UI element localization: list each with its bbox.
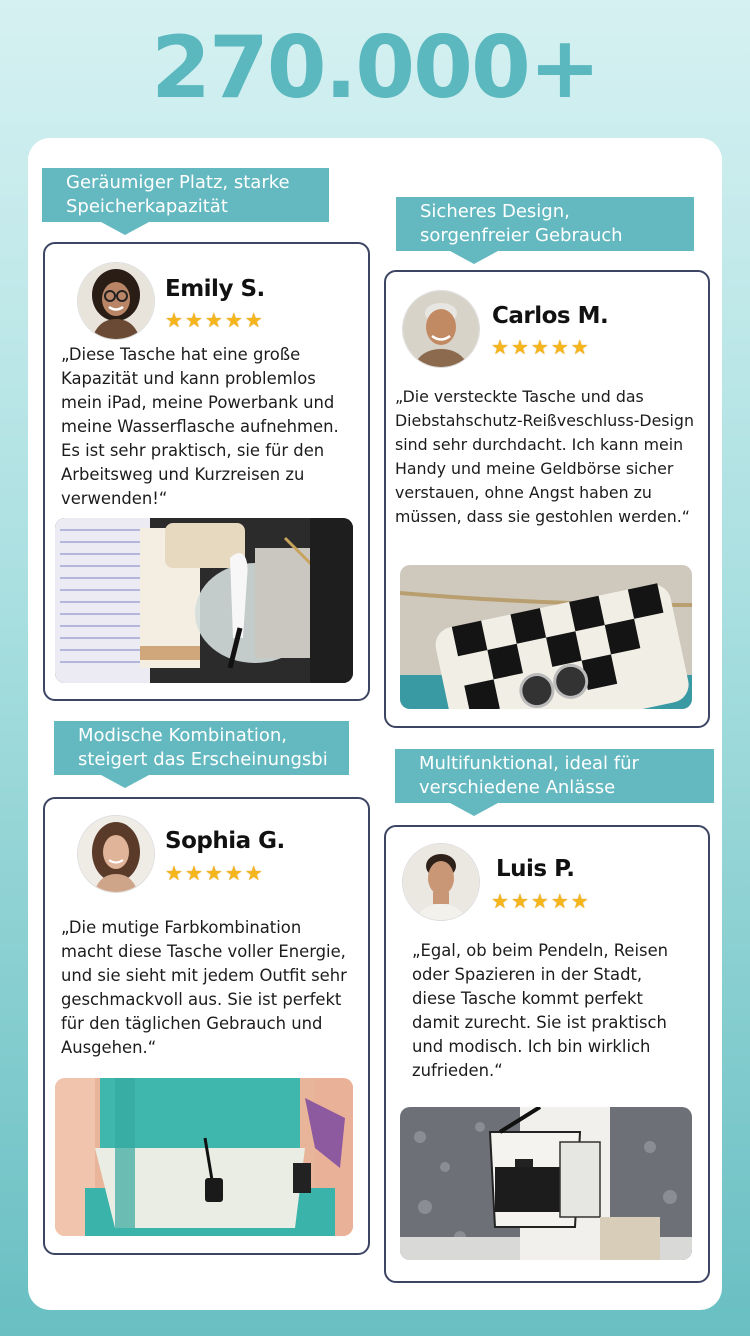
avatar-carlos — [402, 290, 480, 368]
product-photo-phone-pocket — [400, 565, 692, 709]
star-icon: ★ — [570, 889, 589, 913]
avatar-emily — [77, 262, 155, 340]
banner-line-2: steigert das Erscheinungsbi — [78, 749, 328, 770]
review-line: Diebstahschutz-Reißveschluss-Design — [395, 411, 694, 430]
banner-line-1: Multifunktional, ideal für — [419, 753, 639, 774]
banner-line-2: verschiedene Anlässe — [419, 777, 616, 798]
review-line: Es ist sehr praktisch, sie für den — [61, 441, 325, 460]
review-line: Ausgehen.“ — [61, 1038, 157, 1057]
rating-stars — [491, 891, 589, 911]
rating-stars — [165, 863, 263, 883]
star-icon: ★ — [530, 335, 549, 359]
product-photo-color-combo — [55, 1078, 353, 1236]
banner-pointer — [101, 775, 149, 788]
review-line: müssen, dass sie gestohlen werden.“ — [395, 507, 690, 526]
star-icon: ★ — [491, 335, 509, 359]
review-text — [395, 385, 694, 529]
banner-line-2: sorgenfreier Gebrauch — [420, 225, 623, 246]
review-line: oder Spazieren in der Stadt, — [412, 965, 643, 984]
banner-pointer — [450, 803, 498, 816]
star-icon: ★ — [550, 889, 569, 913]
review-line: für den täglichen Gebrauch und — [61, 1014, 323, 1033]
star-icon: ★ — [510, 889, 529, 913]
star-icon: ★ — [244, 861, 263, 885]
banner-line-2: Speicherkapazität — [66, 196, 228, 217]
banner-line-1: Geräumiger Platz, starke — [66, 172, 290, 193]
review-line: sind sehr durchdacht. Ich kann mein — [395, 435, 684, 454]
feature-banner-space — [42, 168, 329, 222]
review-text — [61, 916, 347, 1060]
review-line: macht diese Tasche voller Energie, — [61, 942, 346, 961]
review-line: „Die versteckte Tasche und das — [395, 387, 644, 406]
review-line: damit zurecht. Sie ist praktisch — [412, 1013, 667, 1032]
feature-banner-security — [396, 197, 694, 251]
banner-line-1: Modische Kombination, — [78, 725, 287, 746]
review-text — [61, 343, 339, 511]
star-icon: ★ — [165, 308, 183, 332]
review-line: diese Tasche kommt perfekt — [412, 989, 643, 1008]
reviewer-name: Carlos M. — [492, 303, 609, 329]
banner-pointer — [450, 251, 498, 264]
headline-count: 270.000+ — [151, 18, 599, 118]
rating-stars — [491, 337, 589, 357]
review-line: verstauen, ohne Angst haben zu — [395, 483, 652, 502]
star-icon: ★ — [184, 308, 203, 332]
star-icon: ★ — [224, 308, 243, 332]
avatar-luis — [402, 843, 480, 921]
rating-stars — [165, 310, 263, 330]
star-icon: ★ — [491, 889, 509, 913]
reviewer-name: Sophia G. — [165, 828, 285, 854]
review-line: und modisch. Ich bin wirklich — [412, 1037, 651, 1056]
star-icon: ★ — [570, 335, 589, 359]
star-icon: ★ — [224, 861, 243, 885]
star-icon: ★ — [550, 335, 569, 359]
star-icon: ★ — [510, 335, 529, 359]
review-line: geschmackvoll aus. Sie ist perfekt — [61, 990, 342, 1009]
review-line: zufrieden.“ — [412, 1061, 503, 1080]
review-line: Kapazität und kann problemlos — [61, 369, 316, 388]
reviewer-name: Luis P. — [496, 856, 575, 882]
review-line: „Egal, ob beim Pendeln, Reisen — [412, 941, 669, 960]
star-icon: ★ — [244, 308, 263, 332]
star-icon: ★ — [184, 861, 203, 885]
feature-banner-style — [54, 721, 349, 775]
product-photo-bag-contents — [55, 518, 353, 683]
reviewer-name: Emily S. — [165, 276, 265, 302]
star-icon: ★ — [204, 861, 223, 885]
star-icon: ★ — [165, 861, 183, 885]
review-line: meine Wasserflasche aufnehmen. — [61, 417, 339, 436]
review-text — [412, 939, 668, 1083]
review-line: „Die mutige Farbkombination — [61, 918, 302, 937]
review-line: Arbeitsweg und Kurzreisen zu — [61, 465, 305, 484]
review-line: Handy und meine Geldbörse sicher — [395, 459, 674, 478]
review-line: verwenden!“ — [61, 489, 168, 508]
star-icon: ★ — [530, 889, 549, 913]
banner-line-1: Sicheres Design, — [420, 201, 570, 222]
star-icon: ★ — [204, 308, 223, 332]
review-line: mein iPad, meine Powerbank und — [61, 393, 335, 412]
feature-banner-multifunction — [395, 749, 714, 803]
review-line: und sie sieht mit jedem Outfit sehr — [61, 966, 347, 985]
avatar-sophia — [77, 815, 155, 893]
review-line: „Diese Tasche hat eine große — [61, 345, 301, 364]
banner-pointer — [101, 222, 149, 235]
product-photo-crossbody — [400, 1107, 692, 1260]
